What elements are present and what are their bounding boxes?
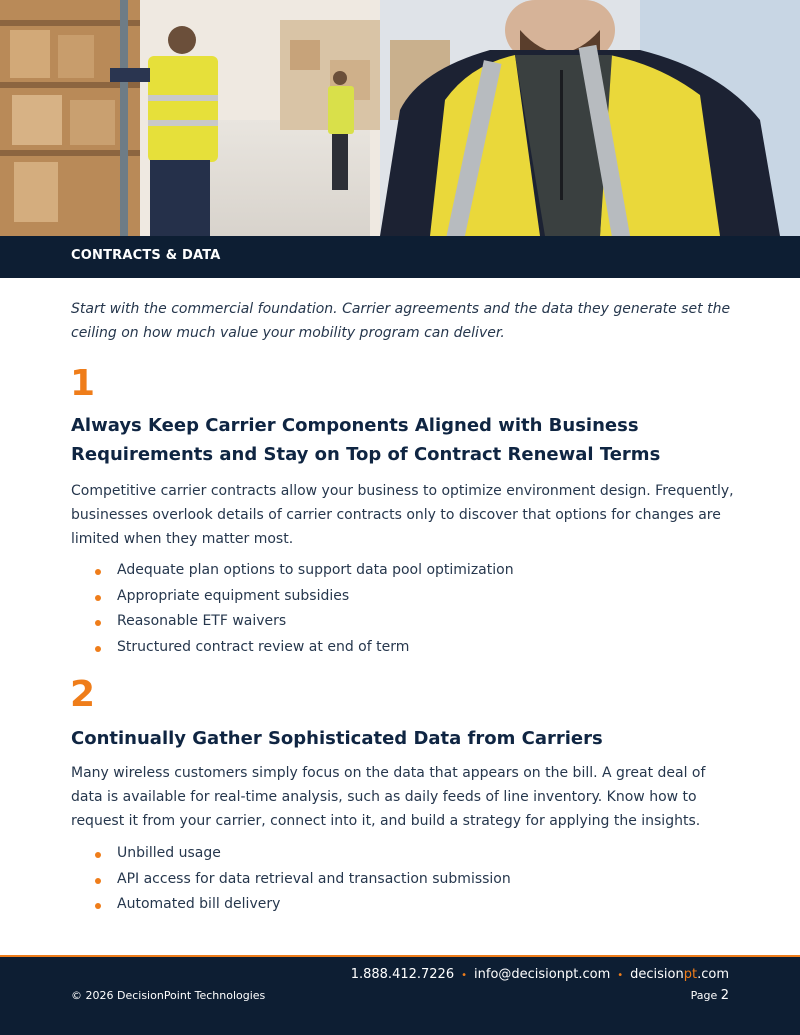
separator-dot: • — [617, 970, 624, 981]
website-link[interactable] — [630, 967, 729, 982]
bullet-dot-icon — [95, 878, 101, 884]
bullet-dot-icon — [95, 620, 101, 626]
list-item-text: Reasonable ETF waivers — [117, 613, 287, 629]
section-label: CONTRACTS & DATA — [71, 248, 221, 263]
list-item-text: Unbilled usage — [117, 845, 221, 861]
intro-text: Start with the commercial foundation. Carrier agreements and the data they generate set the ceiling on how much value your mobility program can deliver. — [71, 301, 731, 341]
list-item-text: Adequate plan options to support data pool optimization — [117, 562, 514, 578]
page-number — [691, 988, 729, 1003]
item-body: Competitive carrier contracts allow your business to optimize environment design. Frequently, businesses overlook details of carrier contracts only to discover that options for changes are limited when they matter most. — [71, 483, 734, 547]
website-suffix: .com — [697, 967, 729, 982]
page-label: Page — [690, 989, 718, 1002]
bullet-dot-icon — [95, 646, 101, 652]
list-item — [95, 584, 735, 610]
list-item — [95, 558, 735, 584]
list-item-text: Appropriate equipment subsidies — [117, 587, 350, 604]
list-item-text: API access for data retrieval and transaction submission — [117, 870, 511, 887]
list-item — [95, 609, 735, 635]
list-item — [95, 635, 735, 661]
list-item-text: Automated bill delivery — [117, 896, 281, 912]
copyright: © 2026 DecisionPoint Technologies — [71, 989, 266, 1002]
email-link[interactable]: info@decisionpt.com — [474, 967, 611, 982]
bullet-dot-icon — [95, 903, 101, 909]
item-number: 2 — [70, 674, 96, 715]
bullet-list — [95, 558, 735, 660]
separator-dot: • — [461, 970, 468, 981]
page-number-value: 2 — [720, 988, 729, 1003]
bullet-dot-icon — [95, 569, 101, 575]
list-item — [95, 841, 735, 867]
item-heading: Continually Gather Sophisticated Data from Carriers — [71, 728, 603, 749]
bullet-dot-icon — [95, 595, 101, 601]
footer-contact — [351, 967, 729, 982]
item-heading: Always Keep Carrier Components Aligned with Business Requirements and Stay on Top of Contract Renewal Terms — [71, 415, 661, 465]
list-item-text: Structured contract review at end of term — [117, 638, 410, 655]
hero-photo — [0, 0, 800, 236]
phone-link[interactable]: 1.888.412.7226 — [350, 967, 455, 982]
bullet-dot-icon — [95, 852, 101, 858]
item-number: 1 — [70, 363, 96, 404]
list-item — [95, 867, 735, 893]
website-prefix: decision — [630, 967, 684, 982]
item-body: Many wireless customers simply focus on the data that appears on the bill. A great deal of data is available for real-time analysis, such as daily feeds of line inventory. Know how to request it from your carrier, connect into it, and build a strategy for applying the insights. — [71, 765, 706, 829]
website-accent: pt — [683, 967, 698, 982]
list-item — [95, 892, 735, 918]
bullet-list — [95, 841, 735, 918]
